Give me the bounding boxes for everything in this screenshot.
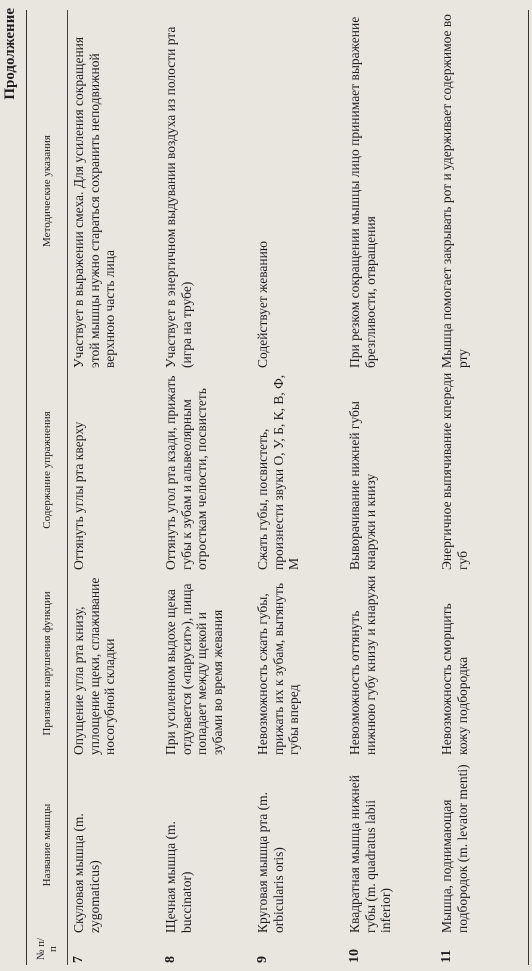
exercise-content: Выворачивание нижней губы кнаружи и книзу (347, 401, 378, 570)
exercise-table (26, 10, 529, 965)
row-num: 8 (163, 956, 178, 963)
method-notes: Содействует жеванию (255, 241, 270, 368)
header-exercise: Содержание упражнения (41, 411, 53, 529)
muscle-name: Круговая мышца рта (m. orbicularis oris) (255, 791, 286, 933)
exercise-content: Сжать губы, посвистеть, произнести звуки О, У, Б, К, В, Ф, М (255, 374, 301, 570)
row-num: 11 (439, 949, 454, 963)
method-notes: Участвует в энергичном выдувании воздуха из полости рта (игра на трубе) (163, 26, 194, 368)
dysfunction-signs: Невозможность оттянуть нижнюю губу книзу и кнаружи (347, 575, 378, 755)
table-row (344, 10, 436, 965)
dysfunction-signs: Невозможность сморщить кожу подбородка (439, 603, 470, 755)
method-notes: Мышца помогает закрывать рот и удерживает содержимое во рту (439, 14, 470, 368)
dysfunction-signs: Невозможность сжать губы, прижать их к зубам, вытянуть губы вперед (255, 582, 301, 755)
header-muscle-name: Название мышцы (41, 803, 53, 887)
exercise-content: Энергичное выпячивание кпереди губ (439, 372, 470, 570)
row-num: 9 (255, 956, 270, 963)
header-signs: Признаки нарушения функции (41, 591, 53, 736)
table-row (436, 10, 528, 965)
muscle-name: Щечная мышца (m. buccinator) (163, 821, 194, 933)
header-notes: Методические указания (41, 135, 53, 247)
table-row (68, 10, 160, 965)
table-row (252, 10, 344, 965)
dysfunction-signs: При усиленном выдохе щека отдувается («парусит»), пища попадает между щекой и зубами во время жевания (163, 583, 225, 755)
dysfunction-signs: Опущение угла рта книзу, уплощение щеки, сглаживание носогубной складки (71, 577, 117, 755)
continuation-label: Продолжение (2, 8, 18, 100)
method-notes: Участвует в выражении смеха. Для усиления сокращения этой мышцы нужно стараться сохранить неподвижной верхнюю часть лица (71, 36, 117, 368)
muscle-name: Мышца, поднимающая подбородок (m. levator menti) (439, 764, 470, 933)
method-notes: При резком сокращении мышцы лицо принимает выражение брезгливости, отвращения (347, 16, 378, 368)
table-row (160, 10, 252, 965)
row-num: 10 (347, 949, 362, 963)
table-header (27, 10, 68, 965)
exercise-content: Оттянуть углы рта кверху (71, 421, 86, 570)
header-num: № п/п (35, 937, 59, 961)
row-num: 7 (71, 956, 86, 963)
exercise-content: Оттянуть угол рта кзади, прижать губы к зубам и альвеолярным отросткам челюсти, посвистеть (163, 375, 209, 570)
muscle-name: Квадратная мышца нижней губы (m. quadratus labii inferior) (347, 775, 393, 933)
muscle-name: Скуловая мышца (m. zygomaticus) (71, 813, 102, 933)
